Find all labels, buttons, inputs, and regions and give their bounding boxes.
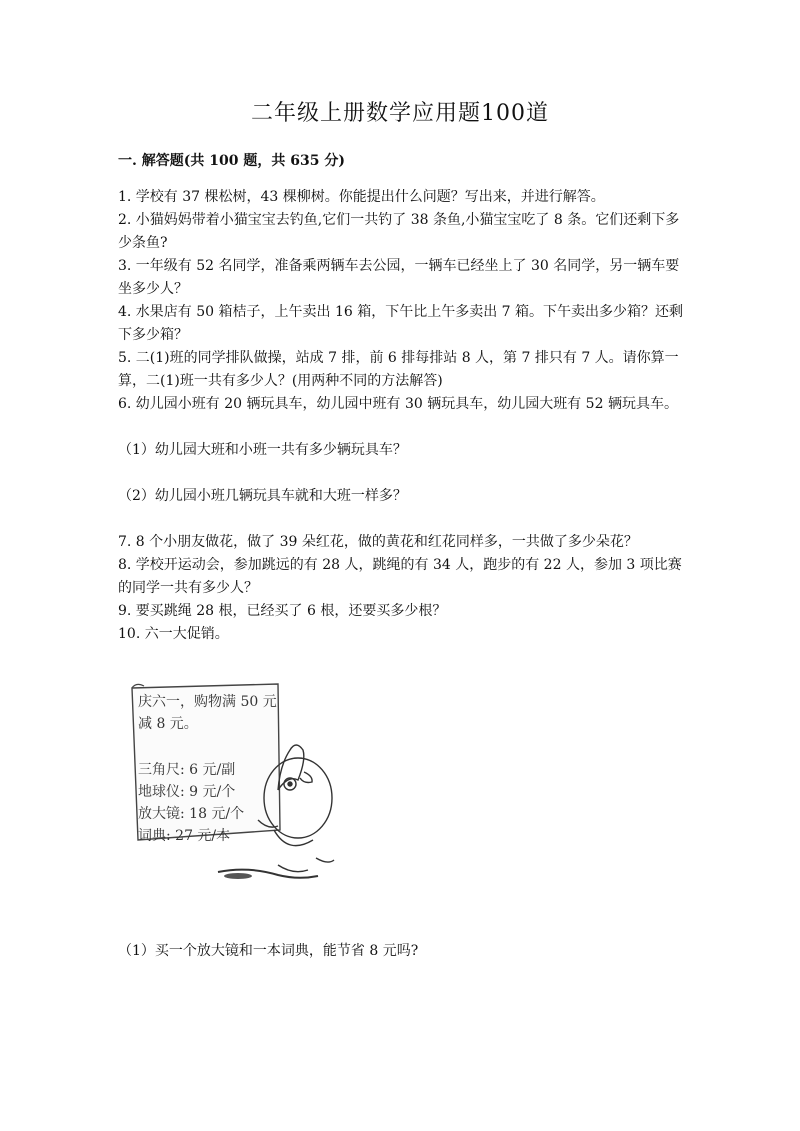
question-3: 3. 一年级有 52 名同学，准备乘两辆车去公园，一辆车已经坐上了 30 名同学，另一辆车要坐多少人？ bbox=[118, 258, 680, 297]
sign-line-3: 三角尺: 6 元/副 bbox=[138, 762, 236, 778]
sign-line-4: 地球仪: 9 元/个 bbox=[138, 784, 236, 800]
question-8: 8. 学校开运动会，参加跳远的有 28 人，跳绳的有 34 人，跑步的有 22 人，参加 3 项比赛的同学一共有多少人？ bbox=[118, 557, 682, 596]
question-6-sub-2: （2）幼儿园小班几辆玩具车就和大班一样多？ bbox=[118, 488, 407, 504]
question-7: 7. 8 个小朋友做花，做了 39 朵红花，做的黄花和红花同样多，一共做了多少朵花？ bbox=[118, 534, 638, 550]
sign-line-1: 庆六一，购物满 50 元 bbox=[138, 694, 277, 710]
question-4: 4. 水果店有 50 箱桔子，上午卖出 16 箱，下午比上午多卖出 7 箱。下午卖出多少箱？还剩下多少箱？ bbox=[118, 304, 684, 343]
question-2: 2. 小猫妈妈带着小猫宝宝去钓鱼,它们一共钓了 38 条鱼,小猫宝宝吃了 8 条。它们还剩下多少条鱼? bbox=[118, 212, 680, 251]
question-9: 9. 要买跳绳 28 根，已经买了 6 根，还要买多少根？ bbox=[118, 603, 447, 619]
section-heading: 一. 解答题(共 100 题，共 635 分) bbox=[118, 153, 345, 169]
sign-line-6: 词典: 27 元/本 bbox=[138, 828, 231, 844]
promotion-figure bbox=[128, 680, 388, 890]
question-10-sub-1: （1）买一个放大镜和一本词典，能节省 8 元吗? bbox=[118, 943, 419, 959]
question-list bbox=[118, 186, 688, 646]
question-6: 6. 幼儿园小班有 20 辆玩具车，幼儿园中班有 30 辆玩具车，幼儿园大班有 52 辆玩具车。 bbox=[118, 396, 678, 412]
page-title: 二年级上册数学应用题100道 bbox=[251, 101, 549, 126]
question-1: 1. 学校有 37 棵松树，43 棵柳树。你能提出什么问题？写出来，并进行解答。 bbox=[118, 189, 605, 205]
sign-line-2: 减 8 元。 bbox=[138, 716, 198, 732]
question-10: 10. 六一大促销。 bbox=[118, 626, 229, 642]
question-5: 5. 二(1)班的同学排队做操，站成 7 排，前 6 排每排站 8 人，第 7 排只有 7 人。请你算一算，二(1)班一共有多少人？(用两种不同的方法解答) bbox=[118, 350, 679, 389]
sign-line-5: 放大镜: 18 元/个 bbox=[138, 806, 245, 822]
question-6-sub-1: （1）幼儿园大班和小班一共有多少辆玩具车？ bbox=[118, 442, 407, 458]
